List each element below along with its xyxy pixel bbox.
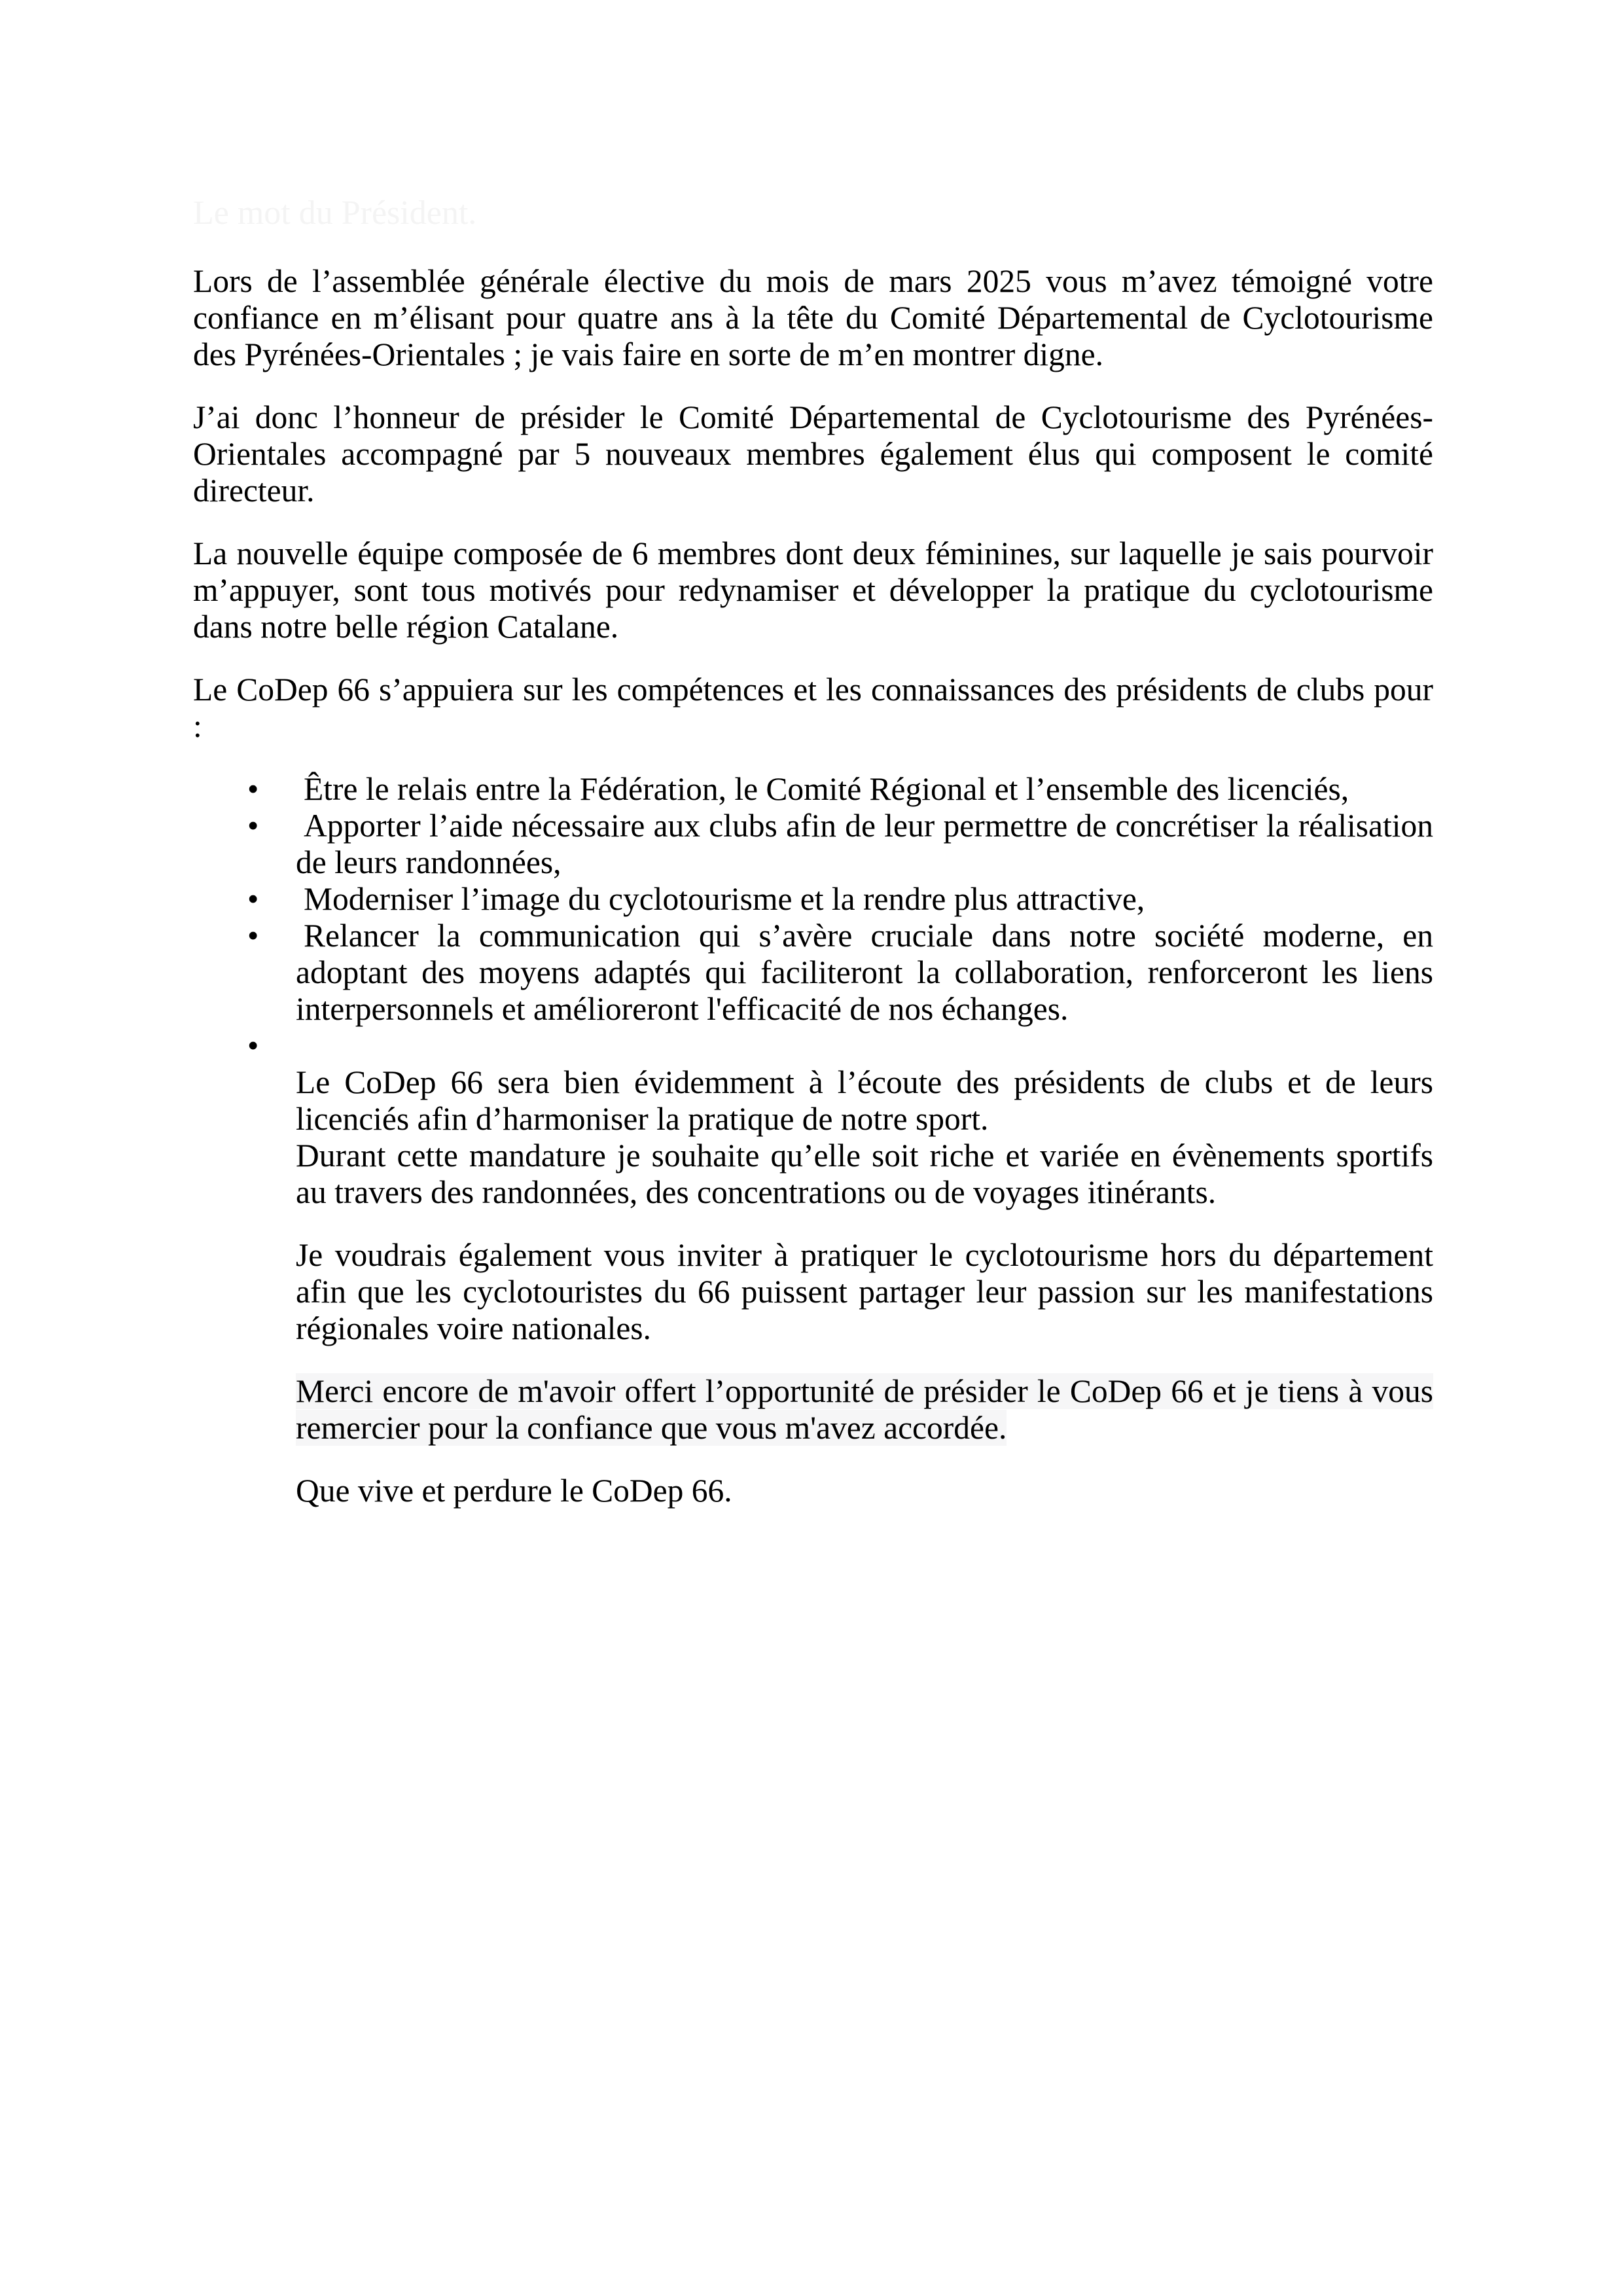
document-content [193, 195, 1433, 1535]
paragraph-closing: Que vive et perdure le CoDep 66. [296, 1473, 732, 1509]
bullet-icon: • [247, 808, 259, 844]
list-item-text: Être le relais entre la Fédération, le Comité Régional et l’ensemble des licenciés, [304, 771, 1349, 807]
page-title: Le mot du Président. [193, 194, 477, 232]
list-item [193, 881, 1433, 918]
list-item [193, 808, 1433, 881]
highlighted-text: Merci encore de m'avoir offert l’opportunité de présider le CoDep 66 et je tiens à vous remercier pour la confiance que vous m'avez accordée. [296, 1373, 1433, 1446]
paragraph-honneur: J’ai donc l’honneur de présider le Comité Départemental de Cyclotourisme des Pyrénées-Orientales accompagné par 5 nouveaux membres également élus qui composent le comité directeur. [193, 399, 1433, 509]
paragraph-mandature: Durant cette mandature je souhaite qu’elle soit riche et variée en évènements sportifs au travers des randonnées, des concentrations ou de voyages itinérants. [296, 1138, 1433, 1210]
bullet-list [193, 771, 1433, 1064]
paragraph-ecoute: Le CoDep 66 sera bien évidemment à l’écoute des présidents de clubs et de leurs licenciés afin d’harmoniser la pratique de notre sport. [296, 1064, 1433, 1137]
paragraph-codep-intro: Le CoDep 66 s’appuiera sur les compétences et les connaissances des présidents de clubs pour : [193, 672, 1433, 744]
paragraph-inviter: Je voudrais également vous inviter à pratiquer le cyclotourisme hors du département afin que les cyclotouristes du 66 puissent partager leur passion sur les manifestations régionales voire nationales. [296, 1237, 1433, 1346]
bullet-icon: • [247, 1028, 259, 1064]
list-item [193, 771, 1433, 808]
list-item-text: Relancer la communication qui s’avère cruciale dans notre société moderne, en adoptant des moyens adaptés qui faciliteront la collaboration, renforceront les liens interpersonnels et amélioreront l'efficacité de nos échanges. [296, 918, 1433, 1027]
paragraph-equipe: La nouvelle équipe composée de 6 membres dont deux féminines, sur laquelle je sais pourvoir m’appuyer, sont tous motivés pour redynamiser et développer la pratique du cyclotourisme dans notre belle région Catalane. [193, 535, 1433, 645]
indented-block [193, 1064, 1433, 1509]
bullet-icon: • [247, 881, 259, 917]
paragraph-election: Lors de l’assemblée générale élective du mois de mars 2025 vous m’avez témoigné votre confiance en m’élisant pour quatre ans à la tête du Comité Départemental de Cyclotourisme des Pyrénées-Orientales ; je vais faire en sorte de m’en montrer digne. [193, 263, 1433, 372]
bullet-icon: • [247, 918, 259, 954]
paragraph-remerciement [296, 1373, 1433, 1446]
list-item-text: Moderniser l’image du cyclotourisme et la rendre plus attractive, [304, 881, 1145, 917]
bullet-icon: • [247, 771, 259, 807]
list-item-empty [193, 1028, 1433, 1064]
list-item [193, 918, 1433, 1028]
list-item-text: Apporter l’aide nécessaire aux clubs afin de leur permettre de concrétiser la réalisation de leurs randonnées, [296, 808, 1433, 880]
